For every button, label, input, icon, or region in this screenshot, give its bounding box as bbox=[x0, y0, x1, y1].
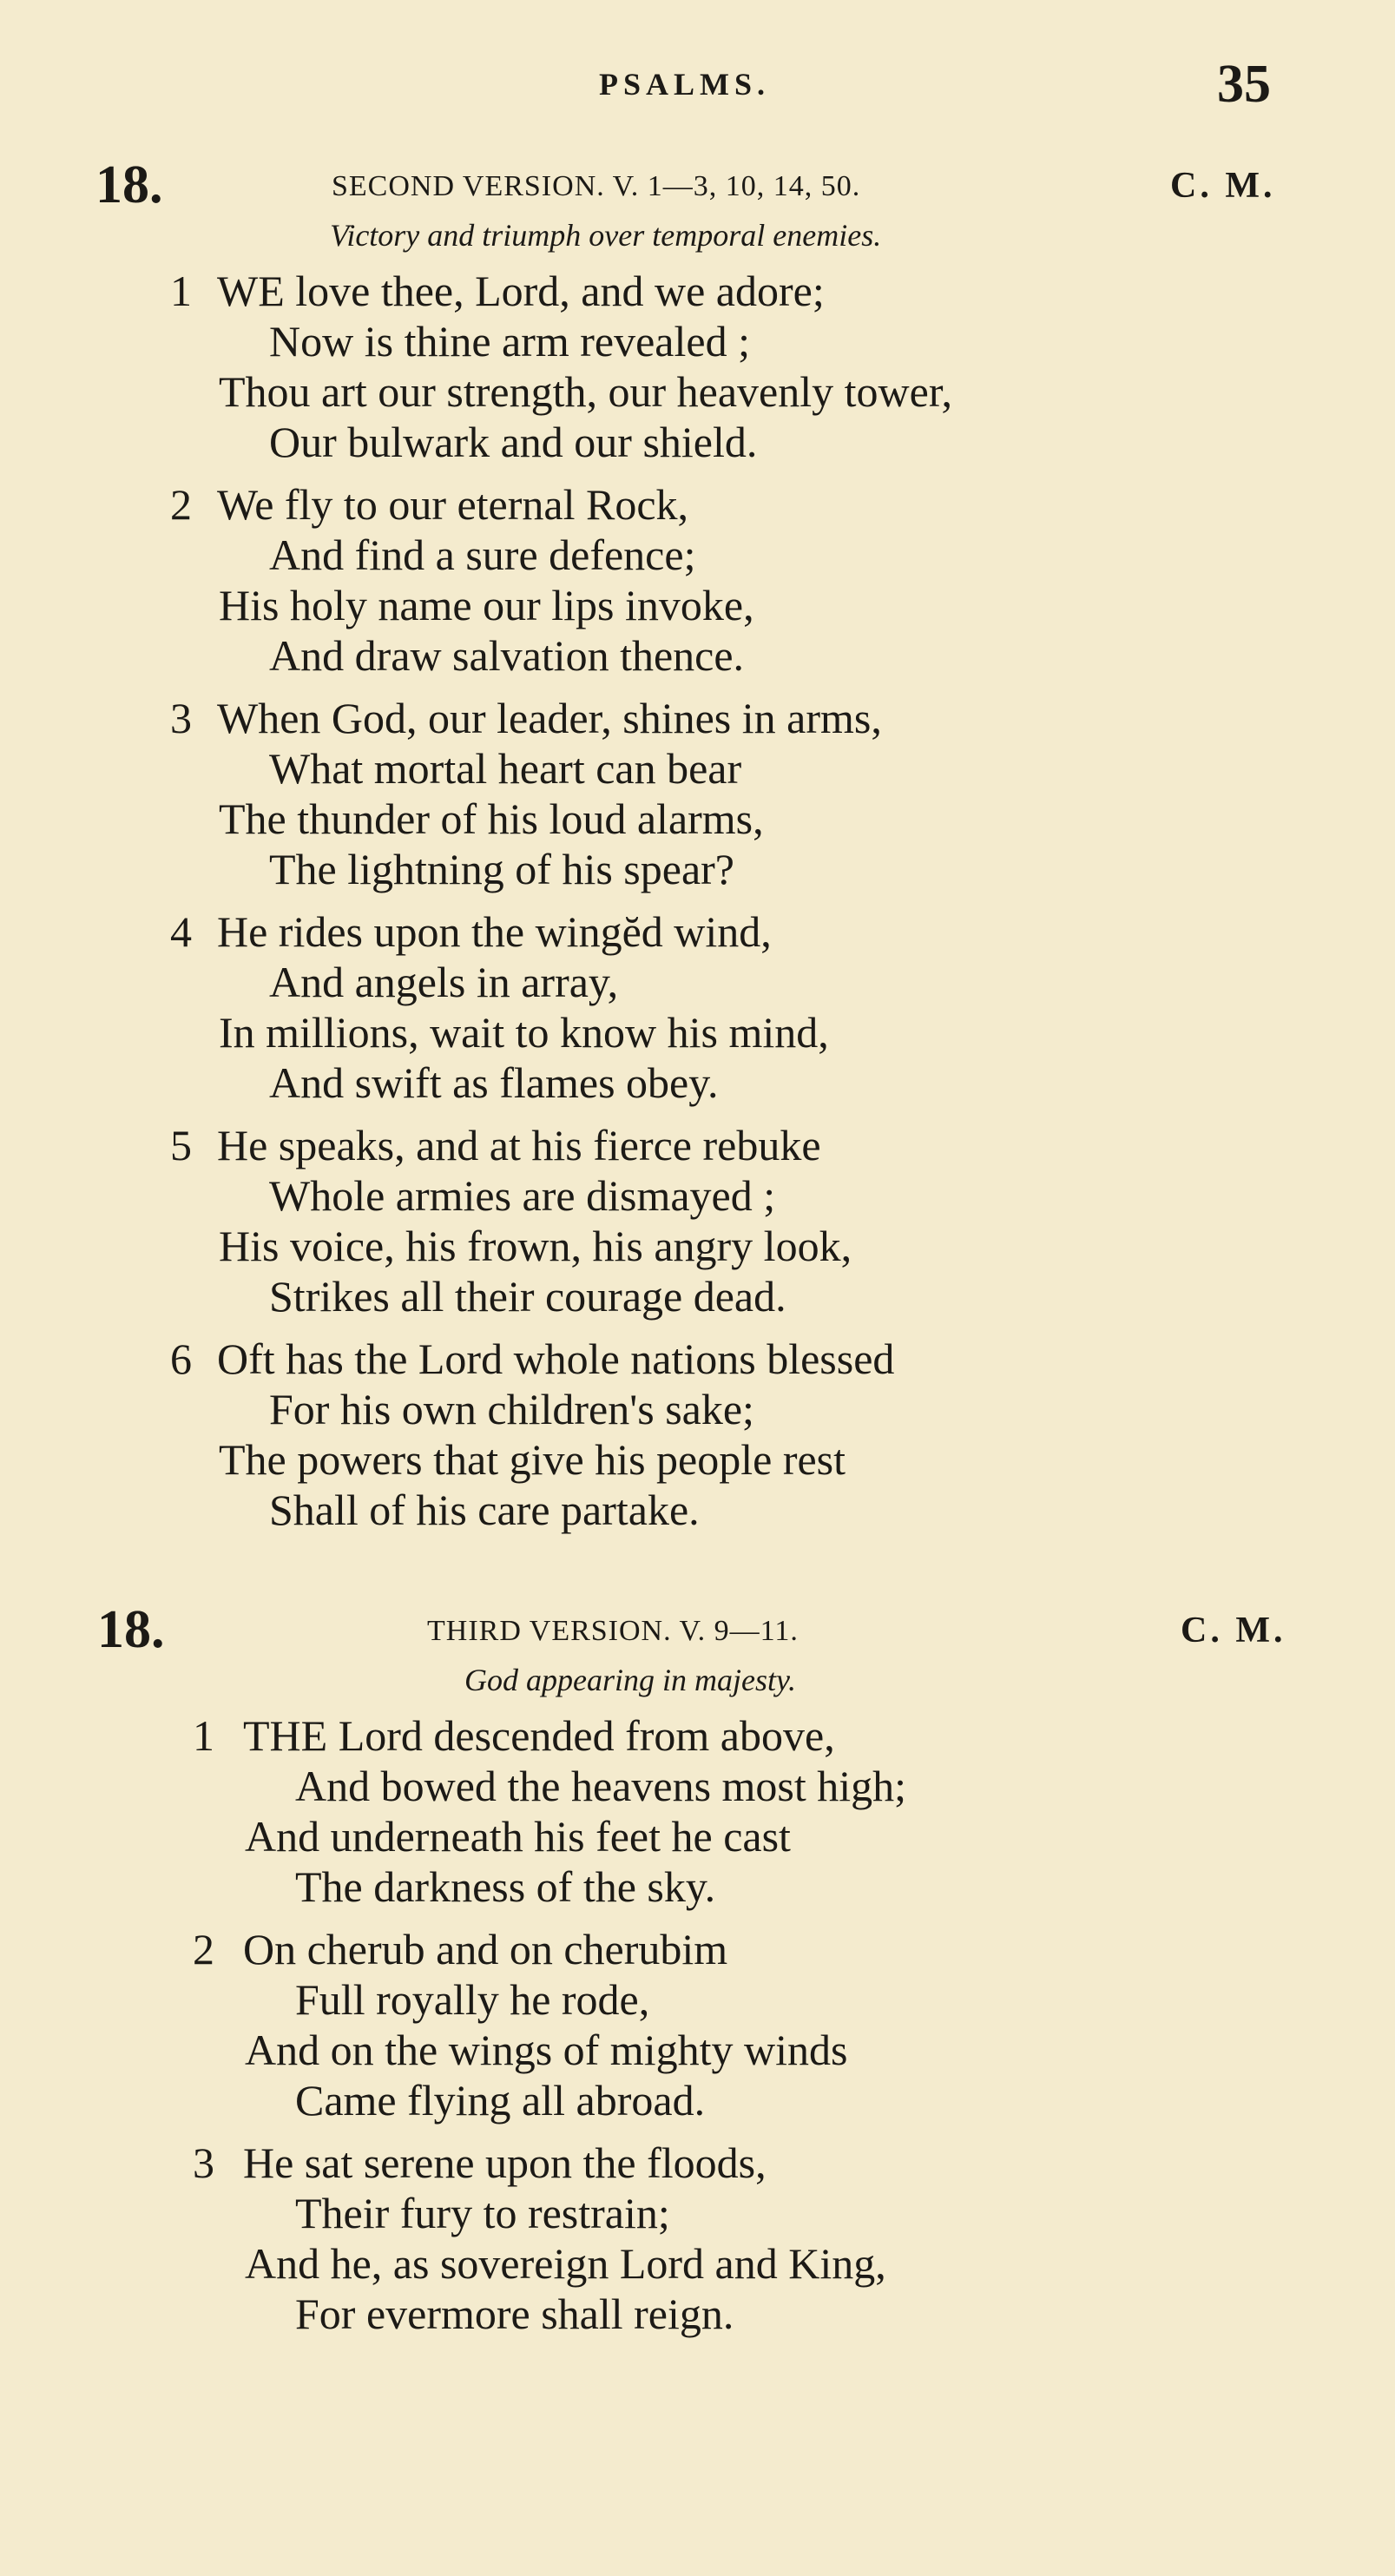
verse-line-text: The darkness of the sky. bbox=[295, 1862, 716, 1911]
hymn-heading bbox=[0, 1599, 1395, 1662]
verse-line bbox=[0, 1384, 1395, 1434]
verse-line bbox=[0, 906, 1395, 957]
verse-line-text: Shall of his care partake. bbox=[269, 1486, 700, 1534]
stanza-number: 1 bbox=[193, 1711, 214, 1760]
version-line: THIRD VERSION. V. 9—11. bbox=[427, 1615, 799, 1647]
verse-line bbox=[0, 1485, 1395, 1535]
verse-line bbox=[0, 417, 1395, 467]
hymn-subtitle bbox=[0, 217, 1395, 266]
verse-line-text: And find a sure defence; bbox=[269, 530, 696, 579]
verse-line bbox=[0, 2138, 1395, 2188]
verse-line-text: Their fury to restrain; bbox=[295, 2189, 670, 2237]
stanza bbox=[0, 906, 1395, 1108]
verse-line-text: What mortal heart can bear bbox=[269, 744, 742, 793]
verse-line bbox=[0, 1761, 1395, 1811]
verse-line-text: The powers that give his people rest bbox=[219, 1435, 846, 1484]
page-number: 35 bbox=[1217, 55, 1271, 114]
verse-line bbox=[0, 1710, 1395, 1761]
verse-line-text: When God, our leader, shines in arms, bbox=[217, 694, 882, 742]
verse-line bbox=[0, 2238, 1395, 2289]
running-title: PSALMS. bbox=[599, 67, 771, 102]
verse-line-text: Oft has the Lord whole nations blessed bbox=[217, 1334, 895, 1383]
verse-line bbox=[0, 1334, 1395, 1384]
stanza bbox=[0, 693, 1395, 894]
verse-line-text: And draw salvation thence. bbox=[269, 631, 745, 680]
stanza bbox=[0, 2138, 1395, 2339]
verse-line bbox=[0, 957, 1395, 1007]
verse-line-text: Strikes all their courage dead. bbox=[269, 1272, 786, 1321]
verse-line-text: He sat serene upon the floods, bbox=[243, 2138, 767, 2187]
verse-line bbox=[0, 1271, 1395, 1321]
verse-line-text: For evermore shall reign. bbox=[295, 2289, 734, 2338]
verse-line bbox=[0, 1170, 1395, 1221]
hymn-subtitle-text: God appearing in majesty. bbox=[464, 1663, 796, 1697]
verse-line-text: And bowed the heavens most high; bbox=[295, 1762, 907, 1810]
verse-line-text: In millions, wait to know his mind, bbox=[219, 1008, 829, 1057]
stanza bbox=[0, 1120, 1395, 1321]
hymn-subtitle-text: Victory and triumph over temporal enemies. bbox=[330, 218, 882, 253]
hymn-second-version bbox=[0, 155, 1395, 1547]
verse-line-text: Full royally he rode, bbox=[295, 1975, 650, 2024]
stanza bbox=[0, 1924, 1395, 2125]
verse-line bbox=[0, 316, 1395, 366]
stanza-number: 3 bbox=[193, 2138, 214, 2187]
version-line: SECOND VERSION. V. 1—3, 10, 14, 50. bbox=[332, 170, 861, 202]
verse-line-text: The lightning of his spear? bbox=[269, 845, 734, 893]
verse-line-text: On cherub and on cherubim bbox=[243, 1925, 728, 1973]
stanza-number: 5 bbox=[170, 1121, 192, 1169]
hymn-subtitle bbox=[0, 1662, 1395, 1710]
verse-line bbox=[0, 479, 1395, 530]
verse-line bbox=[0, 2075, 1395, 2125]
verse-line bbox=[0, 2025, 1395, 2075]
verse-line-text: Whole armies are dismayed ; bbox=[269, 1171, 776, 1220]
stanza bbox=[0, 1710, 1395, 1912]
stanza-number: 2 bbox=[170, 480, 192, 529]
verse-line bbox=[0, 580, 1395, 630]
stanza-number: 4 bbox=[170, 907, 192, 956]
verse-line-text: His holy name our lips invoke, bbox=[219, 581, 754, 629]
running-head bbox=[0, 54, 1395, 115]
verse-line bbox=[0, 1924, 1395, 1974]
hymn-number: 18. bbox=[97, 1600, 165, 1659]
verse-line bbox=[0, 530, 1395, 580]
stanza bbox=[0, 479, 1395, 681]
verse-line-text: Now is thine arm revealed ; bbox=[269, 317, 750, 366]
verse-line-text: And on the wings of mighty winds bbox=[245, 2026, 848, 2074]
verse-line bbox=[0, 844, 1395, 894]
verse-line-text: The thunder of his loud alarms, bbox=[219, 794, 764, 843]
verse-line bbox=[0, 2289, 1395, 2339]
verse-line-text: And he, as sovereign Lord and King, bbox=[245, 2239, 886, 2288]
stanza-number: 3 bbox=[170, 694, 192, 742]
hymn-third-version bbox=[0, 1599, 1395, 2351]
verse-line-text: For his own children's sake; bbox=[269, 1385, 754, 1433]
meter-label: C. M. bbox=[1170, 166, 1276, 206]
verse-line bbox=[0, 1221, 1395, 1271]
meter-label: C. M. bbox=[1181, 1611, 1286, 1650]
verse-line-text: He speaks, and at his fierce rebuke bbox=[217, 1121, 821, 1169]
verse-line-text: His voice, his frown, his angry look, bbox=[219, 1222, 852, 1270]
verse-line-text: Thou art our strength, our heavenly tower, bbox=[219, 367, 952, 416]
stanza-number: 2 bbox=[193, 1925, 214, 1973]
verse-line-text: And angels in array, bbox=[269, 958, 619, 1006]
stanza bbox=[0, 1334, 1395, 1535]
verse-line bbox=[0, 1007, 1395, 1057]
stanza bbox=[0, 266, 1395, 467]
verse-line bbox=[0, 366, 1395, 417]
stanza-list bbox=[0, 1710, 1395, 2339]
verse-line bbox=[0, 1974, 1395, 2025]
verse-line bbox=[0, 1057, 1395, 1108]
hymn-heading bbox=[0, 155, 1395, 217]
verse-line bbox=[0, 2188, 1395, 2238]
stanza-list bbox=[0, 266, 1395, 1535]
hymn-number: 18. bbox=[95, 155, 163, 214]
verse-line bbox=[0, 1861, 1395, 1912]
verse-line bbox=[0, 743, 1395, 794]
verse-line bbox=[0, 630, 1395, 681]
verse-line-text: Our bulwark and our shield. bbox=[269, 418, 758, 466]
verse-line bbox=[0, 1434, 1395, 1485]
verse-line bbox=[0, 1811, 1395, 1861]
verse-line-text: And underneath his feet he cast bbox=[245, 1812, 791, 1861]
verse-line-text: WE love thee, Lord, and we adore; bbox=[217, 267, 825, 315]
verse-line bbox=[0, 266, 1395, 316]
verse-line-text: THE Lord descended from above, bbox=[243, 1711, 835, 1760]
verse-line-text: He rides upon the wingĕd wind, bbox=[217, 907, 772, 956]
verse-line bbox=[0, 794, 1395, 844]
verse-line bbox=[0, 693, 1395, 743]
stanza-number: 1 bbox=[170, 267, 192, 315]
stanza-number: 6 bbox=[170, 1334, 192, 1383]
verse-line-text: And swift as flames obey. bbox=[269, 1058, 719, 1107]
verse-line-text: Came flying all abroad. bbox=[295, 2076, 706, 2125]
verse-line-text: We fly to our eternal Rock, bbox=[217, 480, 689, 529]
verse-line bbox=[0, 1120, 1395, 1170]
